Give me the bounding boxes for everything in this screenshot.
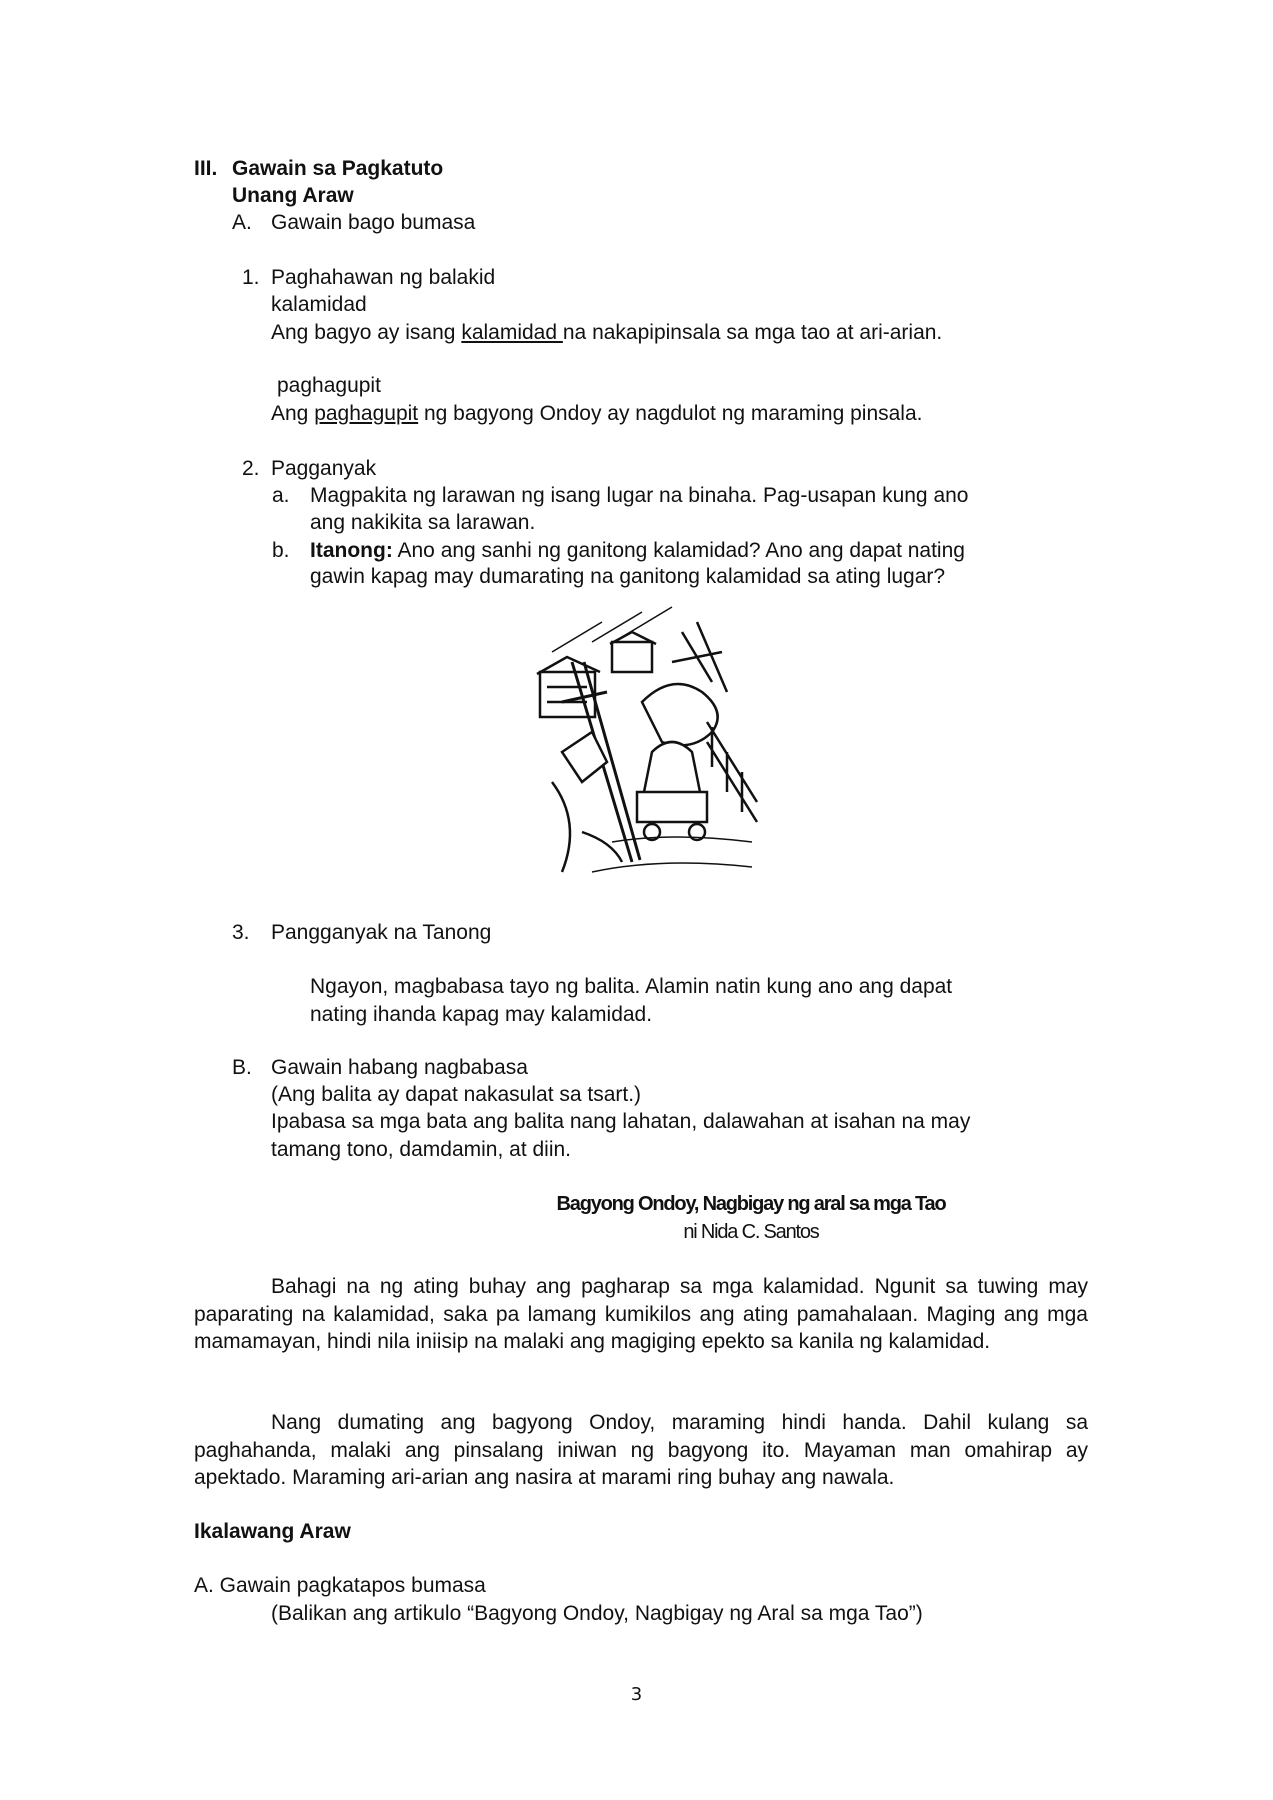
subsection-b-line2: tamang tono, damdamin, at diin.: [271, 1138, 572, 1161]
subsection-b-letter: B.: [232, 1056, 252, 1079]
page-number: 3: [630, 1684, 643, 1705]
item2b-letter: b.: [272, 539, 290, 562]
item3-line2: nating ihanda kapag may kalamidad.: [310, 1003, 653, 1026]
article-title: Bagyong Ondoy, Nagbigay ng aral sa mga Tao: [556, 1193, 946, 1215]
item2a-line2: ang nakikita sa larawan.: [310, 511, 536, 534]
day2-title: Ikalawang Araw: [194, 1520, 351, 1543]
item3-line1: Ngayon, magbabasa tayo ng balita. Alamin natin kung ano ang dapat: [310, 975, 953, 998]
item3-label: Pangganyak na Tanong: [271, 921, 492, 944]
section-number: III.: [194, 157, 218, 180]
item2b-line2: gawin kapag may dumarating na ganitong kalamidad sa ating lugar?: [310, 565, 946, 588]
subsection-a-letter: A.: [232, 211, 252, 234]
day2-subsection-a: A. Gawain pagkatapos bumasa: [194, 1574, 486, 1597]
vocab-sentence-1: Ang bagyo ay isang kalamidad na nakapipinsala sa mga tao at ari-arian.: [271, 321, 943, 344]
item1-number: 1.: [242, 266, 260, 289]
section-title: Gawain sa Pagkatuto: [232, 157, 444, 180]
day2-note: (Balikan ang artikulo “Bagyong Ondoy, Nagbigay ng Aral sa mga Tao”): [271, 1602, 923, 1625]
subsection-b-label: Gawain habang nagbabasa: [271, 1056, 528, 1079]
article-paragraph-2: Nang dumating ang bagyong Ondoy, maraming hindi handa. Dahil kulang sa paghahanda, malaki ang pinsalang iniwan ng bagyong ito. Mayaman man omahirap ay apektado. Maraming ari-arian ang nasira at marami ring buhay ang nawala.: [194, 1411, 1088, 1489]
item2a-letter: a.: [272, 484, 290, 507]
day1-title: Unang Araw: [232, 184, 354, 207]
item2-number: 2.: [242, 457, 260, 480]
article-paragraph-1: Bahagi na ng ating buhay ang pagharap sa mga kalamidad. Ngunit sa tuwing may paparating na kalamidad, saka pa lamang kumikilos ang ating pamahalaan. Maging ang mga mamamayan, hindi nila iniisip na malaki ang magiging epekto sa kanila ng kalamidad.: [194, 1275, 1088, 1353]
item2b-line1: Itanong: Ano ang sanhi ng ganitong kalamidad? Ano ang dapat nating: [310, 539, 965, 562]
flood-illustration: [532, 602, 762, 882]
subsection-b-line1: Ipabasa sa mga bata ang balita nang lahatan, dalawahan at isahan na may: [271, 1110, 971, 1133]
item3-number: 3.: [232, 921, 250, 944]
item1-label: Paghahawan ng balakid: [271, 266, 496, 289]
item2-label: Pagganyak: [271, 457, 377, 480]
vocab-word-1: kalamidad: [271, 293, 367, 316]
vocab-word-2: paghagupit: [277, 374, 381, 397]
vocab-sentence-2: Ang paghagupit ng bagyong Ondoy ay nagdulot ng maraming pinsala.: [271, 402, 923, 425]
item2a-line1: Magpakita ng larawan ng isang lugar na binaha. Pag-usapan kung ano: [310, 484, 969, 507]
article-author: ni Nida C. Santos: [683, 1221, 819, 1243]
subsection-a-label: Gawain bago bumasa: [271, 211, 476, 234]
subsection-b-note: (Ang balita ay dapat nakasulat sa tsart.): [271, 1083, 642, 1106]
